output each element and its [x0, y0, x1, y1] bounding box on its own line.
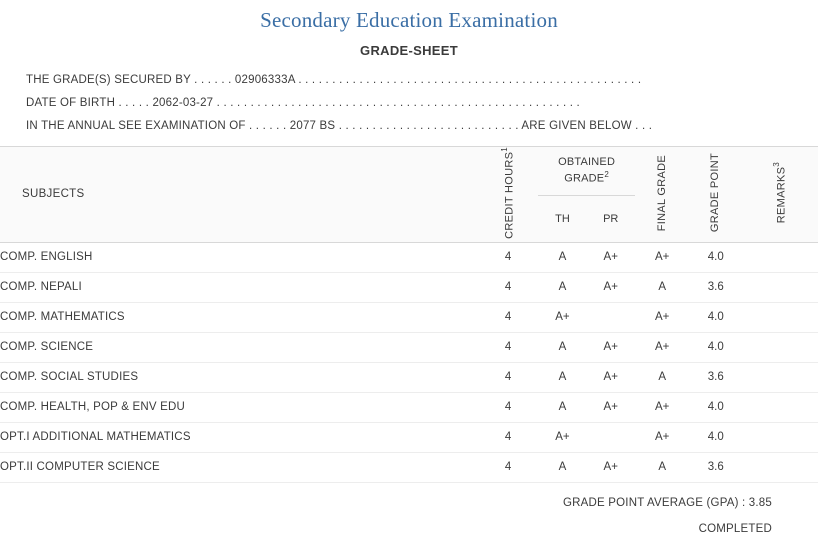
cell-practical-grade: [587, 302, 635, 332]
cell-practical-grade: A+: [587, 392, 635, 422]
column-header-grade-point-label: GRADE POINT: [709, 153, 722, 233]
cell-practical-grade: A+: [587, 272, 635, 302]
cell-grade-point: 4.0: [689, 422, 742, 452]
cell-theory-grade: A: [538, 392, 586, 422]
cell-theory-grade: A: [538, 452, 586, 482]
cell-final-grade: A: [635, 272, 690, 302]
cell-practical-grade: A+: [587, 332, 635, 362]
table-row: [0, 272, 818, 302]
cell-remarks: [742, 452, 818, 482]
cell-final-grade: A+: [635, 392, 690, 422]
cell-subject: COMP. HEALTH, POP & ENV EDU: [0, 392, 478, 422]
page-title: Secondary Education Examination: [260, 8, 558, 32]
cell-remarks: [742, 332, 818, 362]
cell-grade-point: 4.0: [689, 392, 742, 422]
cell-remarks: [742, 302, 818, 332]
table-row: [0, 362, 818, 392]
cell-final-grade: A: [635, 362, 690, 392]
grades-table: [0, 146, 818, 483]
remarks-footnote-marker: 3: [771, 162, 781, 168]
cell-grade-point: 4.0: [689, 242, 742, 272]
info-value-date-of-birth: 2062-03-27: [152, 97, 214, 109]
cell-credit-hours: 4: [478, 422, 538, 452]
cell-practical-grade: A+: [587, 452, 635, 482]
info-line-exam-year: [26, 120, 792, 132]
column-header-subjects: [0, 147, 478, 243]
cell-final-grade: A+: [635, 242, 690, 272]
obtained-grade-line2: GRADE: [564, 172, 605, 185]
cell-final-grade: A+: [635, 422, 690, 452]
grades-header-row: [0, 147, 818, 196]
cell-grade-point: 4.0: [689, 302, 742, 332]
info-line-date-of-birth: [26, 97, 792, 109]
column-header-grade-point: [689, 147, 742, 243]
obtained-grade-line1: OBTAINED: [558, 155, 616, 168]
cell-remarks: [742, 422, 818, 452]
cell-subject: OPT.I ADDITIONAL MATHEMATICS: [0, 422, 478, 452]
column-header-credit-hours: [478, 147, 538, 243]
table-row: [0, 392, 818, 422]
cell-credit-hours: 4: [478, 242, 538, 272]
column-header-remarks: [742, 147, 818, 243]
cell-credit-hours: 4: [478, 302, 538, 332]
cell-subject: COMP. SOCIAL STUDIES: [0, 362, 478, 392]
cell-subject: COMP. MATHEMATICS: [0, 302, 478, 332]
cell-credit-hours: 4: [478, 272, 538, 302]
cell-final-grade: A+: [635, 302, 690, 332]
column-header-final-grade-label: FINAL GRADE: [655, 154, 668, 232]
column-header-credit-hours-label: CREDIT HOURS$^1$: [499, 147, 516, 239]
cell-subject: COMP. SCIENCE: [0, 332, 478, 362]
cell-credit-hours: 4: [478, 392, 538, 422]
column-header-practical: PR: [587, 195, 635, 242]
cell-remarks: [742, 242, 818, 272]
credit-hours-footnote-marker: 1: [499, 147, 509, 152]
cell-subject: COMP. ENGLISH: [0, 242, 478, 272]
info-dots-2: . . . . . . . . . . . . . . . . . . . . . . . . . . . . . . . . . . . . . . . . . . . . . . . . . . . . . .: [216, 97, 580, 109]
info-tail-given-below: ARE GIVEN BELOW . . .: [521, 120, 653, 132]
info-label-grades-secured-by: THE GRADE(S) SECURED BY . . . . . .: [26, 74, 232, 86]
cell-subject: OPT.II COMPUTER SCIENCE: [0, 452, 478, 482]
column-header-theory: TH: [538, 195, 586, 242]
page-subtitle: GRADE-SHEET: [360, 43, 458, 58]
cell-subject: COMP. NEPALI: [0, 272, 478, 302]
info-dots-1: . . . . . . . . . . . . . . . . . . . . . . . . . . . . . . . . . . . . . . . . . . . . . . . . . . .: [298, 74, 642, 86]
column-header-obtained-grade: [538, 147, 635, 196]
cell-grade-point: 3.6: [689, 272, 742, 302]
cell-credit-hours: 4: [478, 452, 538, 482]
info-value-exam-year: 2077 BS: [289, 120, 336, 132]
cell-remarks: [742, 392, 818, 422]
cell-theory-grade: A: [538, 362, 586, 392]
info-label-date-of-birth: DATE OF BIRTH . . . . .: [26, 97, 150, 109]
table-row: [0, 242, 818, 272]
cell-practical-grade: A+: [587, 362, 635, 392]
column-header-subjects-label: SUBJECTS: [22, 188, 85, 201]
cell-practical-grade: A+: [587, 242, 635, 272]
grades-table-head: [0, 147, 818, 243]
column-header-final-grade: [635, 147, 690, 243]
cell-theory-grade: A+: [538, 422, 586, 452]
cell-credit-hours: 4: [478, 332, 538, 362]
table-row: [0, 302, 818, 332]
completion-status: COMPLETED: [698, 522, 772, 535]
cell-theory-grade: A+: [538, 302, 586, 332]
cell-remarks: [742, 272, 818, 302]
cell-grade-point: 4.0: [689, 332, 742, 362]
cell-grade-point: 3.6: [689, 452, 742, 482]
cell-grade-point: 3.6: [689, 362, 742, 392]
cell-credit-hours: 4: [478, 362, 538, 392]
column-header-remarks-label: REMARKS$^3$: [771, 162, 788, 224]
cell-theory-grade: A: [538, 332, 586, 362]
table-row: [0, 422, 818, 452]
info-value-symbol-number: 02906333A: [234, 74, 295, 86]
candidate-info-block: [0, 74, 818, 132]
cell-theory-grade: A: [538, 272, 586, 302]
cell-final-grade: A+: [635, 332, 690, 362]
info-line-grades-secured-by: [26, 74, 792, 86]
table-row: [0, 452, 818, 482]
cell-remarks: [742, 362, 818, 392]
table-row: [0, 332, 818, 362]
info-dots-3: . . . . . . . . . . . . . . . . . . . . . . . . . . .: [338, 120, 519, 132]
gpa-summary: GRADE POINT AVERAGE (GPA) : 3.85: [563, 496, 772, 509]
cell-final-grade: A: [635, 452, 690, 482]
grades-table-body: [0, 242, 818, 482]
grade-sheet-footer: [0, 497, 818, 535]
obtained-grade-footnote-marker: 2: [604, 169, 609, 179]
cell-practical-grade: [587, 422, 635, 452]
info-label-exam-year: IN THE ANNUAL SEE EXAMINATION OF . . . . . .: [26, 120, 287, 132]
cell-theory-grade: A: [538, 242, 586, 272]
